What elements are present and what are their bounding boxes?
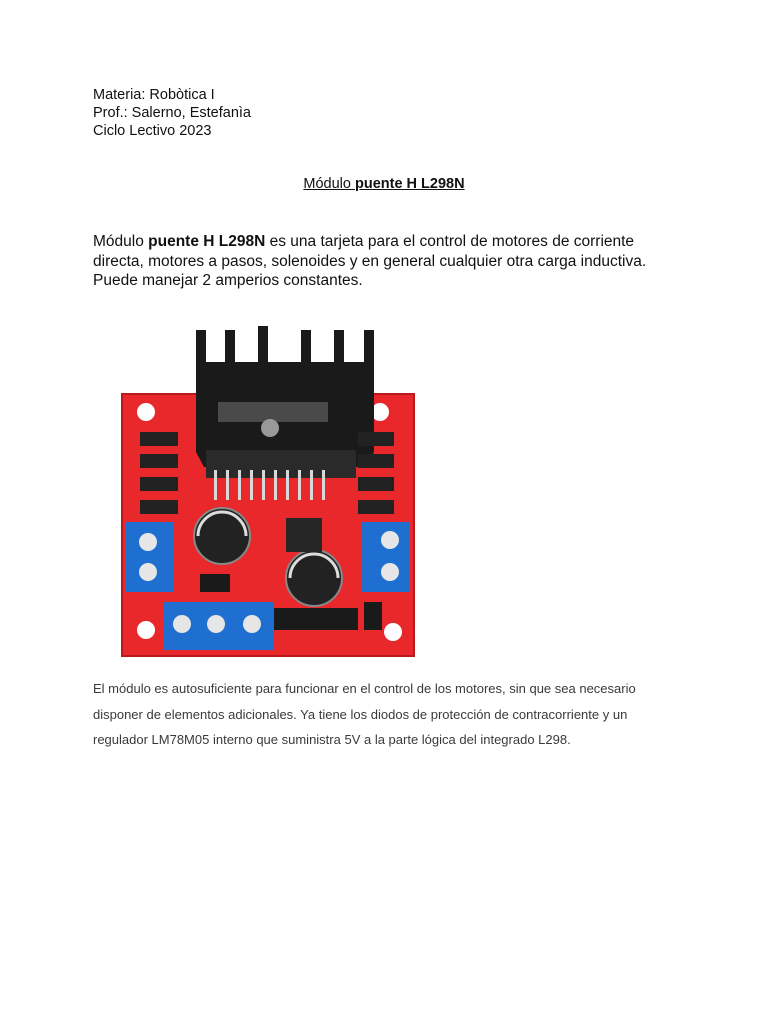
professor-line: Prof.: Salerno, Estefanìa	[93, 105, 251, 121]
document-header	[93, 86, 251, 140]
mounting-hole	[137, 403, 155, 421]
description-paragraph: El módulo es autosuficiente para funcionar en el control de los motores, sin que sea necesario disponer de elementos adicionales. Ya tiene los diodos de protección de contracorriente y un regulador LM78M05 interno que suministra 5V a la parte lógica del integrado L298.	[93, 681, 636, 747]
intro-bold: puente H L298N	[148, 233, 266, 250]
capacitor-right	[286, 550, 342, 606]
intro-rest: es una tarjeta para el control de motores de corriente directa, motores a pasos, solenoides y en general cualquier otra carga inductiva. Puede manejar 2 amperios constantes.	[93, 233, 647, 289]
intro-paragraph	[93, 232, 683, 291]
subject-line: Materia: Robòtica I	[93, 87, 215, 103]
mounting-hole	[137, 621, 155, 639]
capacitor-left	[194, 508, 250, 564]
cycle-line: Ciclo Lectivo 2023	[93, 123, 212, 139]
heatsink-highlight	[218, 402, 328, 422]
mounting-hole	[384, 623, 402, 641]
title-bold: puente H L298N	[355, 176, 465, 192]
terminal-block-right	[362, 522, 410, 592]
title-prefix: Módulo	[303, 176, 355, 192]
heatsink	[196, 326, 374, 467]
terminal-block-left	[126, 522, 174, 592]
l298n-board-image	[118, 322, 418, 662]
heatsink-screw	[261, 419, 279, 437]
terminal-block-bottom	[164, 602, 274, 650]
page-title	[0, 176, 768, 192]
intro-prefix: Módulo	[93, 233, 149, 250]
voltage-regulator	[286, 518, 322, 552]
board-illustration	[118, 322, 418, 662]
